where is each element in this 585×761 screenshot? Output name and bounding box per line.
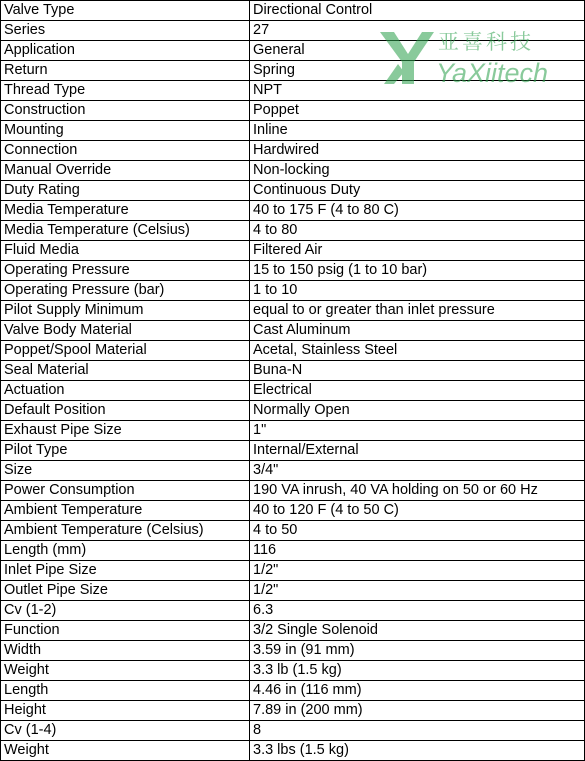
- spec-label-cell: Actuation: [1, 381, 250, 401]
- table-row: [1, 541, 585, 561]
- spec-label-cell: Operating Pressure (bar): [1, 281, 250, 301]
- table-row: [1, 501, 585, 521]
- spec-value-cell: 4 to 80: [250, 221, 585, 241]
- watermark-english-text: YaXiitech: [436, 58, 549, 88]
- spec-value-cell: Hardwired: [250, 141, 585, 161]
- spec-value-cell: 40 to 175 F (4 to 80 C): [250, 201, 585, 221]
- spec-value-cell: 27: [250, 21, 585, 41]
- table-row: [1, 241, 585, 261]
- spec-value-cell: 3.3 lb (1.5 kg): [250, 661, 585, 681]
- spec-value-cell: 15 to 150 psig (1 to 10 bar): [250, 261, 585, 281]
- spec-label-cell: Exhaust Pipe Size: [1, 421, 250, 441]
- table-row: [1, 461, 585, 481]
- spec-value-cell: Acetal, Stainless Steel: [250, 341, 585, 361]
- spec-value-cell: Inline: [250, 121, 585, 141]
- spec-value-cell: Electrical: [250, 381, 585, 401]
- spec-label-cell: Return: [1, 61, 250, 81]
- table-row: [1, 81, 585, 101]
- spec-label-cell: Mounting: [1, 121, 250, 141]
- spec-label-cell: Application: [1, 41, 250, 61]
- spec-value-cell: Directional Control: [250, 1, 585, 21]
- spec-label-cell: Ambient Temperature (Celsius): [1, 521, 250, 541]
- spec-label-cell: Pilot Type: [1, 441, 250, 461]
- spec-value-cell: 1/2": [250, 581, 585, 601]
- spec-table-body: [1, 1, 585, 761]
- table-row: [1, 481, 585, 501]
- table-row: [1, 321, 585, 341]
- table-row: [1, 421, 585, 441]
- spec-label-cell: Seal Material: [1, 361, 250, 381]
- spec-value-cell: 4 to 50: [250, 521, 585, 541]
- table-row: [1, 741, 585, 761]
- table-row: [1, 181, 585, 201]
- spec-label-cell: Length (mm): [1, 541, 250, 561]
- spec-value-cell: 1/2": [250, 561, 585, 581]
- spec-value-cell: 4.46 in (116 mm): [250, 681, 585, 701]
- table-row: [1, 301, 585, 321]
- spec-value-cell: Internal/External: [250, 441, 585, 461]
- spec-label-cell: Duty Rating: [1, 181, 250, 201]
- spec-label-cell: Power Consumption: [1, 481, 250, 501]
- spec-label-cell: Weight: [1, 661, 250, 681]
- spec-value-cell: NPT: [250, 81, 585, 101]
- table-row: [1, 401, 585, 421]
- spec-value-cell: 7.89 in (200 mm): [250, 701, 585, 721]
- table-row: [1, 161, 585, 181]
- table-row: [1, 661, 585, 681]
- table-row: [1, 141, 585, 161]
- table-row: [1, 581, 585, 601]
- table-row: [1, 701, 585, 721]
- table-row: [1, 1, 585, 21]
- table-row: [1, 261, 585, 281]
- table-row: [1, 601, 585, 621]
- spec-label-cell: Size: [1, 461, 250, 481]
- spec-label-cell: Cv (1-4): [1, 721, 250, 741]
- spec-label-cell: Operating Pressure: [1, 261, 250, 281]
- table-row: [1, 221, 585, 241]
- spec-value-cell: Poppet: [250, 101, 585, 121]
- spec-label-cell: Fluid Media: [1, 241, 250, 261]
- spec-value-cell: Continuous Duty: [250, 181, 585, 201]
- spec-value-cell: Cast Aluminum: [250, 321, 585, 341]
- spec-value-cell: equal to or greater than inlet pressure: [250, 301, 585, 321]
- table-row: [1, 641, 585, 661]
- table-row: [1, 61, 585, 81]
- spec-value-cell: 8: [250, 721, 585, 741]
- spec-label-cell: Weight: [1, 741, 250, 761]
- table-row: [1, 381, 585, 401]
- spec-value-cell: General: [250, 41, 585, 61]
- spec-value-cell: 3/2 Single Solenoid: [250, 621, 585, 641]
- spec-value-cell: 1": [250, 421, 585, 441]
- spec-value-cell: Non-locking: [250, 161, 585, 181]
- spec-label-cell: Pilot Supply Minimum: [1, 301, 250, 321]
- spec-label-cell: Default Position: [1, 401, 250, 421]
- spec-label-cell: Valve Type: [1, 1, 250, 21]
- spec-label-cell: Outlet Pipe Size: [1, 581, 250, 601]
- spec-value-cell: 3.59 in (91 mm): [250, 641, 585, 661]
- spec-value-cell: Normally Open: [250, 401, 585, 421]
- spec-label-cell: Construction: [1, 101, 250, 121]
- spec-label-cell: Ambient Temperature: [1, 501, 250, 521]
- spec-label-cell: Media Temperature (Celsius): [1, 221, 250, 241]
- spec-label-cell: Function: [1, 621, 250, 641]
- table-row: [1, 201, 585, 221]
- table-row: [1, 721, 585, 741]
- spec-label-cell: Length: [1, 681, 250, 701]
- table-row: [1, 681, 585, 701]
- spec-label-cell: Connection: [1, 141, 250, 161]
- table-row: [1, 441, 585, 461]
- spec-label-cell: Media Temperature: [1, 201, 250, 221]
- spec-value-cell: Filtered Air: [250, 241, 585, 261]
- spec-label-cell: Manual Override: [1, 161, 250, 181]
- watermark-chinese-text: 亚喜科技: [438, 30, 534, 54]
- spec-value-cell: 3.3 lbs (1.5 kg): [250, 741, 585, 761]
- spec-value-cell: 3/4": [250, 461, 585, 481]
- table-row: [1, 621, 585, 641]
- table-row: [1, 341, 585, 361]
- spec-label-cell: Inlet Pipe Size: [1, 561, 250, 581]
- spec-value-cell: 6.3: [250, 601, 585, 621]
- spec-label-cell: Thread Type: [1, 81, 250, 101]
- spec-label-cell: Valve Body Material: [1, 321, 250, 341]
- spec-value-cell: 116: [250, 541, 585, 561]
- table-row: [1, 101, 585, 121]
- spec-label-cell: Width: [1, 641, 250, 661]
- spec-value-cell: 1 to 10: [250, 281, 585, 301]
- spec-label-cell: Cv (1-2): [1, 601, 250, 621]
- table-row: [1, 21, 585, 41]
- spec-value-cell: Buna-N: [250, 361, 585, 381]
- spec-label-cell: Height: [1, 701, 250, 721]
- table-row: [1, 361, 585, 381]
- spec-value-cell: Spring: [250, 61, 585, 81]
- spec-label-cell: Series: [1, 21, 250, 41]
- table-row: [1, 41, 585, 61]
- spec-label-cell: Poppet/Spool Material: [1, 341, 250, 361]
- table-row: [1, 521, 585, 541]
- spec-value-cell: 40 to 120 F (4 to 50 C): [250, 501, 585, 521]
- table-row: [1, 121, 585, 141]
- table-row: [1, 561, 585, 581]
- table-row: [1, 281, 585, 301]
- spec-value-cell: 190 VA inrush, 40 VA holding on 50 or 60 Hz: [250, 481, 585, 501]
